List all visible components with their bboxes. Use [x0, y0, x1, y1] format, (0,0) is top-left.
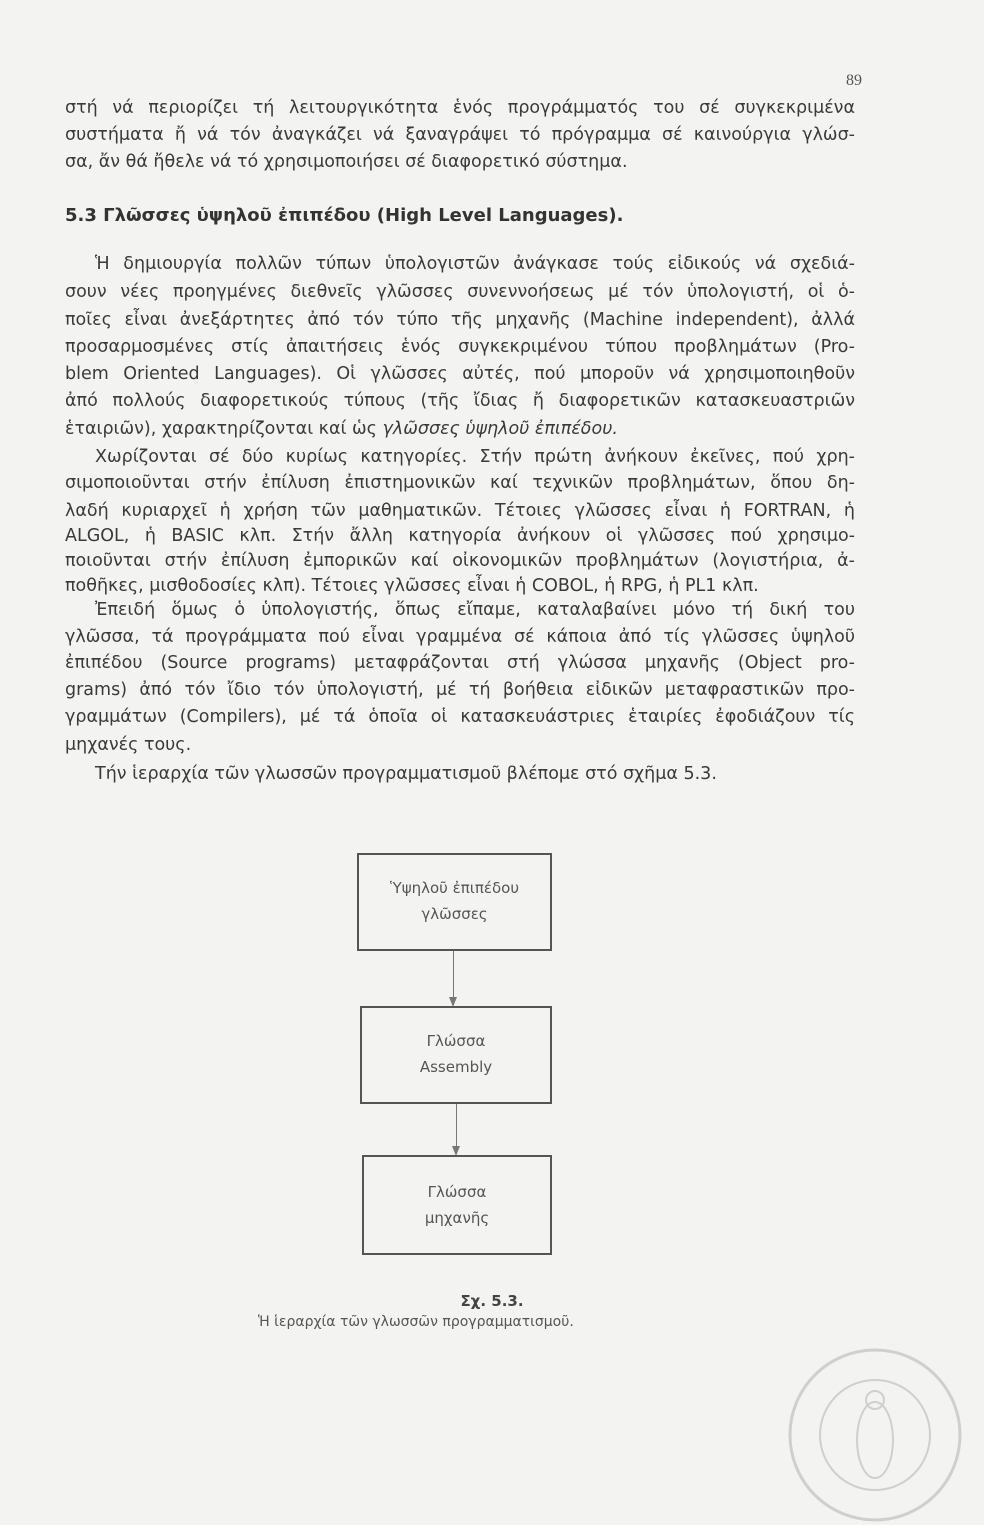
text-line: ALGOL, ἡ BASIC κλπ. Στήν ἄλλη κατηγορία ἀνήκουν οἱ γλῶσσες πού χρησιμο- [65, 526, 855, 546]
text-line: λαδή κυριαρχεῖ ἡ χρήση τῶν μαθηματικῶν. Τέτοιες γλῶσσες εἶναι ἡ FORTRAN, ἡ [65, 501, 855, 521]
text-line: Ἐπειδή ὅμως ὁ ὑπολογιστής, ὅπως εἴπαμε, καταλαβαίνει μόνο τή δική του [95, 600, 855, 620]
diagram-box-assembly [360, 1006, 552, 1104]
arrow-down-icon [456, 1104, 457, 1154]
box-label: Γλώσσα [426, 1032, 486, 1050]
diagram-box-machine [362, 1155, 552, 1255]
box-label: γλῶσσες [421, 905, 488, 923]
text-line: γλῶσσα, τά προγράμματα πού εἶναι γραμμένα σέ κάποια ἀπό τίς γλῶσσες ὑψηλοῦ [65, 627, 855, 647]
text-line: σα, ἄν θά ἤθελε νά τό χρησιμοποιήσει σέ διαφορετικό σύστημα. [65, 152, 628, 172]
box-label: Γλώσσα [427, 1183, 487, 1201]
box-label: Assembly [419, 1058, 493, 1076]
box-label: μηχανῆς [424, 1209, 490, 1227]
text-line: συστήματα ἤ νά τόν ἀναγκάζει νά ξαναγράψει τό πρόγραμμα σέ καινούργια γλώσ- [65, 125, 855, 145]
text-line [65, 418, 855, 440]
box-label: Ὑψηλοῦ ἐπιπέδου [389, 879, 520, 897]
text-line: προσαρμοσμένες στίς ἀπαιτήσεις ἑνός συγκεκριμένου τύπου προβλημάτων (Pro- [65, 337, 855, 357]
text-line: ποῖες εἶναι ἀνεξάρτητες ἀπό τόν τύπο τῆς μηχανῆς (Machine independent), ἀλλά [65, 310, 855, 330]
diagram-box-high-level [357, 853, 552, 951]
figure-label: Σχ. 5.3. [460, 1292, 524, 1310]
arrow-down-icon [453, 951, 454, 1005]
text-line: blem Oriented Languages). Οἱ γλῶσσες αὐτές, πού μποροῦν νά χρησιμοποιηθοῦν [65, 364, 855, 384]
figure-caption: Ἡ ἱεραρχία τῶν γλωσσῶν προγραμματισμοῦ. [258, 1314, 574, 1330]
text-line: ποθῆκες, μισθοδοσίες κλπ). Τέτοιες γλῶσσες εἶναι ἡ COBOL, ἡ RPG, ἡ PL1 κλπ. [65, 576, 759, 596]
text-line: μηχανές τους. [65, 735, 192, 755]
text-line: Ἡ δημιουργία πολλῶν τύπων ὑπολογιστῶν ἀνάγκασε τούς εἰδικούς νά σχεδιά- [95, 254, 855, 274]
text-line: γραμμάτων (Compilers), μέ τά ὁποῖα οἱ κατασκευάστριες ἑταιρίες ἐφοδιάζουν τίς [65, 707, 855, 727]
text-line: grams) ἀπό τόν ἴδιο τόν ὑπολογιστή, μέ τή βοήθεια εἰδικῶν μεταφραστικῶν προ- [65, 680, 855, 700]
text-line: Χωρίζονται σέ δύο κυρίως κατηγορίες. Στήν πρώτη ἀνήκουν ἐκεῖνες, πού χρη- [95, 447, 855, 467]
section-heading: 5.3 Γλῶσσες ὑψηλοῦ ἐπιπέδου (High Level Languages). [65, 205, 624, 226]
text-line: Τήν ἱεραρχία τῶν γλωσσῶν προγραμματισμοῦ βλέπομε στό σχῆμα 5.3. [95, 764, 717, 784]
text-line: σιμοποιοῦνται στήν ἐπίλυση ἐπιστημονικῶν καί τεχνικῶν προβλημάτων, ὅπου δη- [65, 473, 855, 493]
text-line: στή νά περιορίζει τή λειτουργικότητα ἑνός προγράμματός του σέ συγκεκριμένα [65, 98, 855, 118]
text-span: ἑταιριῶν), χαρακτηρίζονται καί ὡς [65, 419, 383, 439]
text-line: ποιοῦνται στήν ἐπίλυση ἐμπορικῶν καί οἰκονομικῶν προβλημάτων (λογιστήρια, ἀ- [65, 551, 855, 571]
text-line: ἀπό πολλούς διαφορετικούς τύπους (τῆς ἴδιας ἤ διαφορετικῶν κατασκευαστριῶν [65, 391, 855, 411]
library-stamp-icon [785, 1345, 965, 1525]
text-line: σουν νέες προηγμένες διεθνεῖς γλῶσσες συνεννοήσεως μέ τόν ὑπολογιστή, οἱ ὁ- [65, 282, 855, 302]
italic-term: γλῶσσες ὑψηλοῦ ἐπιπέδου. [382, 419, 618, 439]
text-line: ἐπιπέδου (Source programs) μεταφράζονται στή γλώσσα μηχανῆς (Object pro- [65, 653, 855, 673]
page-number: 89 [846, 72, 862, 89]
